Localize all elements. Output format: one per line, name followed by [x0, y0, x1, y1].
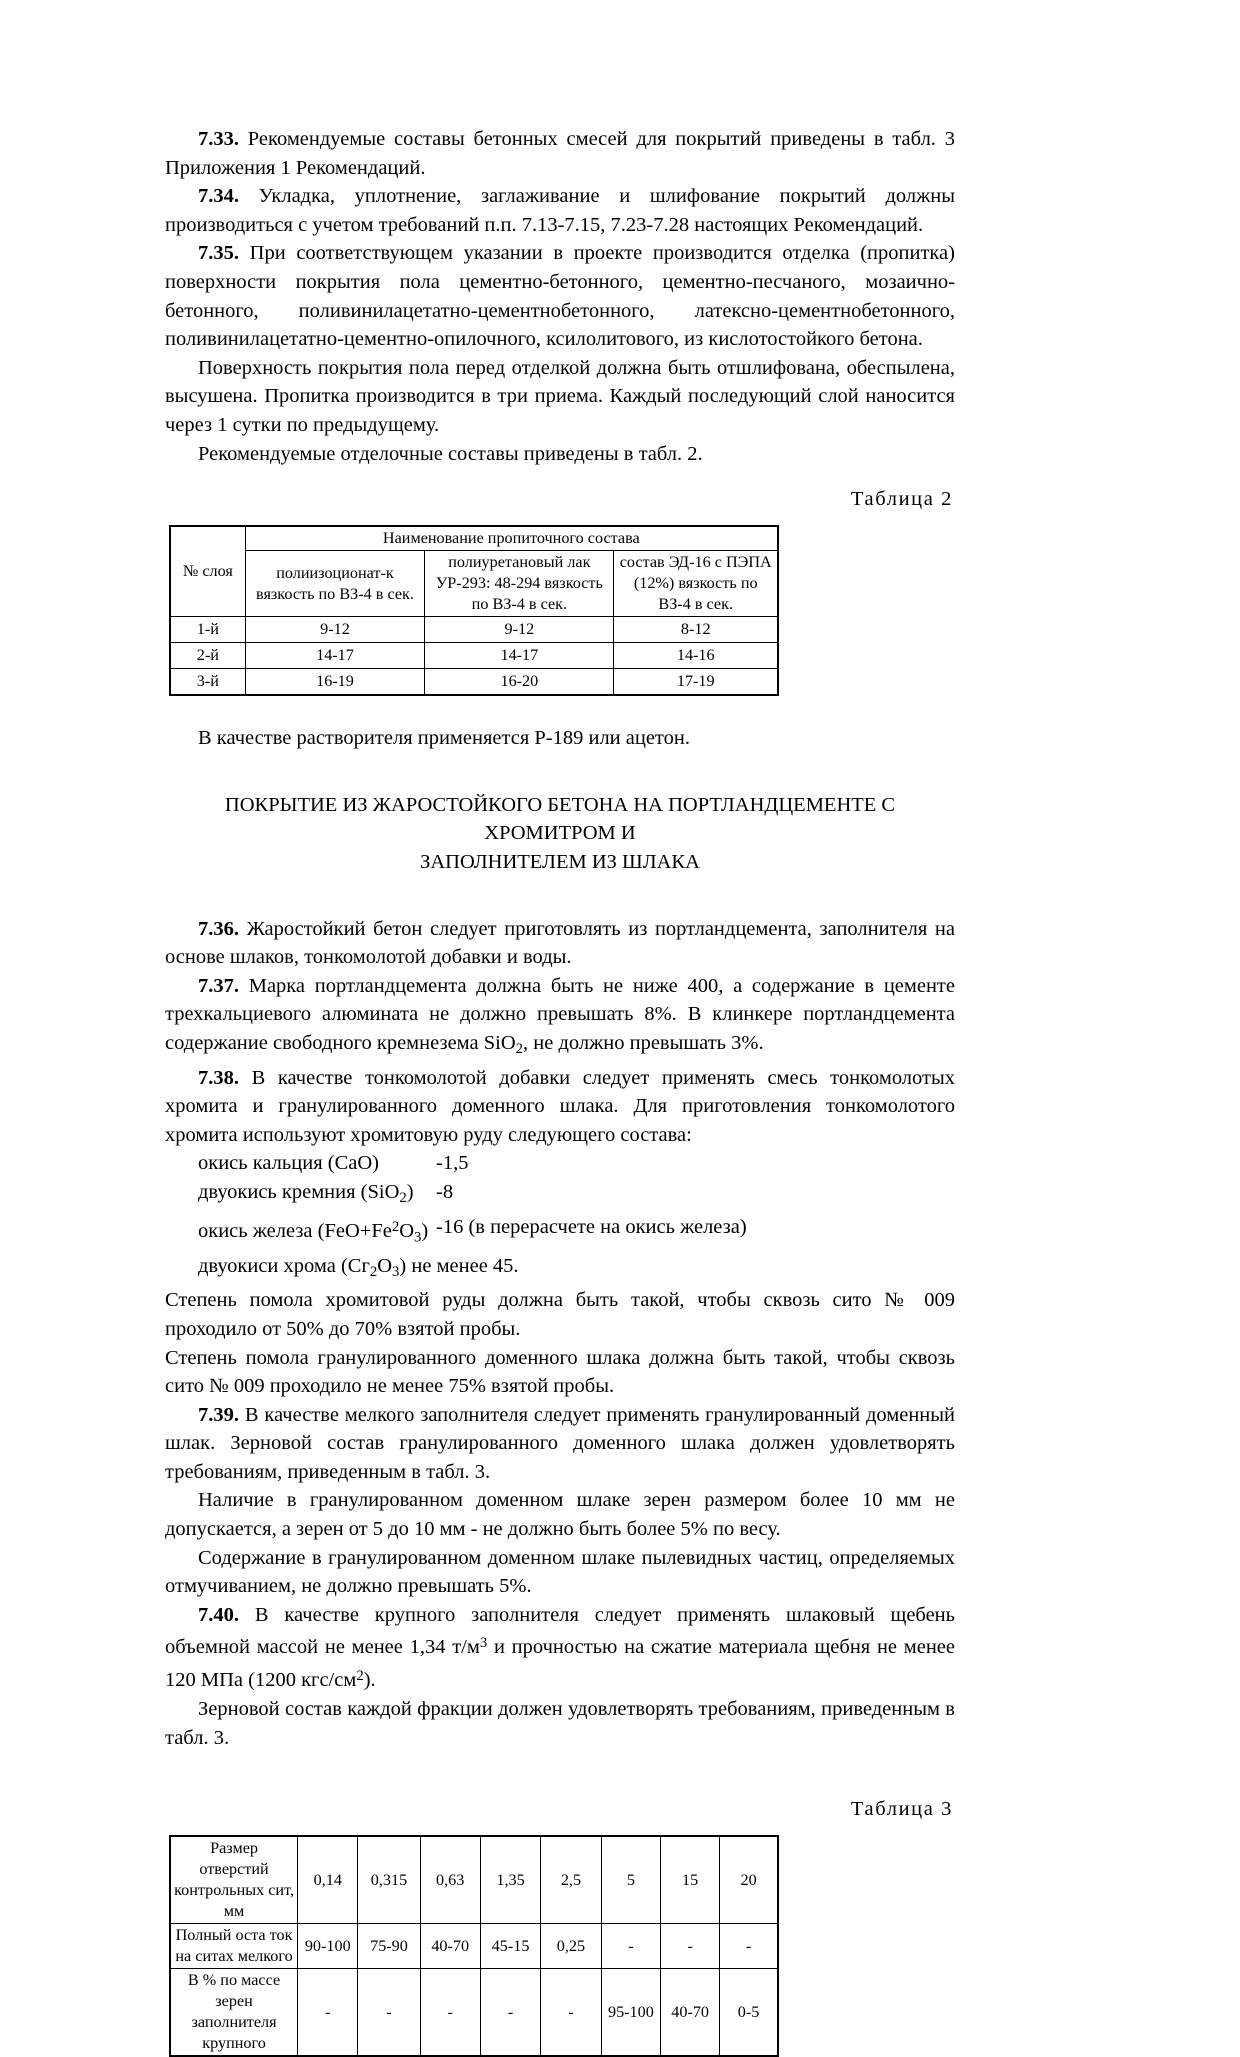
paragraph-grinding-chromite: Степень помола хромитовой руды должна быть такой, чтобы сквозь сито № 009 проходило от 50% до 70% взятой пробы. — [165, 1289, 955, 1340]
formula-subscript: 2 — [399, 1190, 407, 1207]
table-2-col-2-header: полиуретановый лак УР-293: 48-294 вязкость по ВЗ-4 в сек. — [425, 551, 614, 617]
table-2-span-header: Наименование пропиточного состава — [245, 526, 778, 551]
table-row — [170, 1924, 778, 1969]
paragraph-7-33 — [165, 125, 955, 182]
table-2-row-0-layer: 1-й — [170, 617, 245, 643]
formula-subscript: 2 — [369, 1263, 378, 1280]
table-2-row-1-col-1: 14-17 — [425, 643, 614, 669]
paragraph-fraction-grain: Зерновой состав каждой фракции должен удовлетворять требованиям, приведенным в табл. 3. — [165, 1698, 955, 1749]
paragraph-text: В качестве тонкомолотой добавки следует применять смесь тонкомолотых хромита и гранулированного доменного шлака. Для приготовления тонкомолотого хромита используют хромитовую руду следующего состава: — [165, 1066, 955, 1146]
table-3-row-1-header: Полный оста ток на ситах мелкого — [170, 1924, 298, 1969]
section-heading-line-1: ПОКРЫТИЕ ИЗ ЖАРОСТОЙКОГО БЕТОНА НА ПОРТЛАНДЦЕМЕНТЕ С ХРОМИТРОМ И — [224, 793, 896, 845]
paragraph-text: Укладка, уплотнение, заглаживание и шлифование покрытий должны производиться с учетом требований п.п. 7.13-7.15, 7.23-7.28 настоящих Рекомендаций. — [165, 185, 955, 236]
chem-name-silicon-dioxide — [198, 1178, 436, 1213]
table-3-row-1-col-2: 40-70 — [420, 1924, 480, 1969]
table-3-row-0-col-6: 15 — [661, 1836, 720, 1924]
table-3-row-2-col-2: - — [420, 1969, 480, 2057]
chem-name-prefix: двуокиси хрома (Сг — [198, 1254, 370, 1277]
table-row — [170, 1969, 778, 2057]
paragraph-number: 7.33. — [198, 128, 239, 150]
paragraph-dust-content: Содержание в гранулированном доменном шлаке пылевидных частиц, определяемых отмучиванием, не должно превышать 5%. — [165, 1546, 955, 1598]
paragraph-number: 7.40. — [198, 1603, 239, 1626]
table-3-row-2-col-3: - — [480, 1969, 540, 2057]
chem-value-silicon-dioxide: -8 — [436, 1180, 454, 1203]
table-3-row-0-col-2: 0,63 — [420, 1836, 480, 1924]
list-item — [165, 1149, 955, 1178]
formula-subscript: 2 — [515, 1041, 523, 1057]
table-3-row-1-col-7: - — [720, 1924, 778, 1969]
table-3-row-1-col-1: 75-90 — [358, 1924, 420, 1969]
table-3-row-0-col-5: 5 — [601, 1836, 661, 1924]
chem-name-prefix: окись железа (FeO+Fe — [198, 1219, 392, 1242]
paragraph-solvent: В качестве растворителя применяется Р-189 или ацетон. — [198, 727, 690, 750]
table-3-row-0-col-1: 0,315 — [358, 1836, 420, 1924]
table-2-row-0-col-2: 8-12 — [614, 617, 778, 643]
table-3-caption: Таблица 3 — [850, 1798, 953, 1821]
spacer — [165, 468, 955, 488]
chem-name-suffix: ) не менее 45. — [399, 1254, 519, 1277]
table-3-row-2-col-0: - — [298, 1969, 358, 2057]
table-3 — [169, 1835, 779, 2057]
paragraph-text: В качестве мелкого заполнителя следует применять гранулированный доменный шлак. Зерновой состав гранулированного доменного шлака должен удовлетворять требованиям, приведенным в табл. 3. — [165, 1403, 955, 1483]
list-item — [165, 1213, 955, 1252]
paragraph-7-36 — [165, 915, 955, 972]
section-heading-line-2: ЗАПОЛНИТЕЛЕМ ИЗ ШЛАКА — [420, 850, 700, 873]
chem-name-middle: O — [399, 1219, 415, 1242]
formula-subscript: 3 — [392, 1263, 400, 1280]
table-row-header-sub — [170, 551, 778, 617]
table-3-row-2-header: В % по массе зерен заполнителя крупного — [170, 1969, 298, 2057]
formula-superscript: 3 — [479, 1635, 488, 1652]
list-item — [165, 1178, 955, 1213]
paragraph-7-39 — [165, 1401, 955, 1487]
chem-value-calcium-oxide: -1,5 — [436, 1152, 469, 1175]
paragraph-number: 7.38. — [198, 1066, 239, 1089]
table-3-row-0-header: Размер отверстий контрольных сит, мм — [170, 1836, 298, 1924]
table-row — [170, 617, 778, 643]
paragraph-text: Жаростойкий бетон следует приготовлять из портландцемента, заполнителя на основе шлаков, тонкомолотой добавки и воды. — [165, 917, 955, 969]
spacer — [165, 1752, 955, 1798]
table-2-row-0-col-1: 9-12 — [425, 617, 614, 643]
table-3-row-1-col-3: 45-15 — [480, 1924, 540, 1969]
chem-name-middle: О — [377, 1254, 393, 1277]
chem-value-iron-oxide: -16 (в перерасчете на окись железа) — [436, 1215, 747, 1238]
paragraph-7-35 — [165, 239, 955, 353]
paragraph-7-34 — [165, 182, 955, 239]
chem-name-suffix: ) — [421, 1219, 429, 1242]
table-row-header-top — [170, 526, 778, 551]
table-2-row-1-layer: 2-й — [170, 643, 245, 669]
paragraph-text-part-1: В качестве крупного заполнителя следует применять шлаковый щебень объемной массой не менее 1,34 т/м — [165, 1603, 955, 1659]
paragraph-number: 7.39. — [198, 1403, 239, 1426]
table-2-row-2-col-2: 17-19 — [614, 669, 778, 696]
table-3-row-2-col-1: - — [358, 1969, 420, 2057]
table-3-row-1-col-0: 90-100 — [298, 1924, 358, 1969]
table-3-row-1-col-4: 0,25 — [541, 1924, 601, 1969]
paragraph-7-38 — [165, 1064, 955, 1150]
paragraph-7-40 — [165, 1601, 955, 1695]
table-2-row-2-layer: 3-й — [170, 669, 245, 696]
spacer — [165, 753, 955, 791]
chem-name-iron-oxide — [198, 1213, 436, 1252]
paragraph-text-part-2: , не должно превышать 3%. — [523, 1031, 764, 1054]
table-2-row-0-col-0: 9-12 — [245, 617, 425, 643]
paragraph-number: 7.36. — [198, 917, 239, 940]
table-3-row-2-col-5: 95-100 — [601, 1969, 661, 2057]
formula-subscript: 3 — [414, 1229, 422, 1245]
list-item-chromium — [165, 1252, 955, 1287]
chem-name-suffix: ) — [406, 1180, 414, 1203]
spacer — [165, 696, 955, 724]
table-3-row-1-col-5: - — [601, 1924, 661, 1969]
table-2-row-1-col-0: 14-17 — [245, 643, 425, 669]
table-3-row-0-col-4: 2,5 — [541, 1836, 601, 1924]
table-row — [170, 1836, 778, 1924]
paragraph-text-part-1: Марка портландцемента должна быть не ниже 400, а содержание в цементе трехкальциевого алюмината не должно превышать 8%. В клинкере портландцемента содержание свободного кремнезема SiO — [165, 974, 955, 1054]
paragraph-number: 7.35. — [198, 242, 239, 265]
chemical-composition-list — [165, 1149, 955, 1286]
chem-name-chromium-dioxide — [198, 1252, 519, 1287]
table-3-row-2-col-7: 0-5 — [720, 1969, 778, 2057]
paragraph-grinding-slag: Степень помола гранулированного доменного шлака должна быть такой, чтобы сквозь сито № 009 проходило не менее 75% взятой пробы. — [165, 1346, 955, 1398]
paragraph-surface-preparation — [165, 354, 955, 440]
paragraph-text: Поверхность покрытия пола перед отделкой должна быть отшлифована, обеспылена, высушена. Пропитка производится в три приема. Каждый последующий слой наносится через 1 сутки по предыдущему. — [165, 356, 955, 436]
table-2-row-2-col-0: 16-19 — [245, 669, 425, 696]
paragraph-text-part-2: и прочностью на сжатие материала щебня не менее 120 МПа (1200 кгс/см — [165, 1636, 955, 1692]
page-content — [165, 125, 955, 2057]
table-3-row-2-col-4: - — [541, 1969, 601, 2057]
spacer — [165, 877, 955, 915]
chem-name-prefix: двуокись кремния (SiO — [198, 1180, 400, 1203]
spacer — [165, 1821, 955, 1835]
paragraph-7-37 — [165, 972, 955, 1064]
paragraph-text-part-3: ). — [363, 1669, 376, 1692]
paragraph-number: 7.37. — [198, 974, 239, 997]
paragraph-text: При соответствующем указании в проекте производится отделка (пропитка) поверхности покрытия пола цементно-бетонного, цементно-песчаного, мозаично-бетонного, поливинилацетатно-цементнобетонного, латексно-цементнобетонного, поливинилацетатно-цементно-опилочного, ксилолитового, из кислотостойкого бетона. — [165, 242, 955, 351]
table-2-caption: Таблица 2 — [850, 488, 953, 511]
table-3-row-2-col-6: 40-70 — [661, 1969, 720, 2057]
table-2-row-2-col-1: 16-20 — [425, 669, 614, 696]
formula-superscript: 2 — [391, 1218, 400, 1235]
table-3-row-0-col-3: 1,35 — [480, 1836, 540, 1924]
table-2-col-layer-header: № слоя — [170, 526, 245, 617]
table-2-row-1-col-2: 14-16 — [614, 643, 778, 669]
chem-name-calcium-oxide: окись кальция (CaO) — [198, 1152, 379, 1175]
table-3-row-0-col-0: 0,14 — [298, 1836, 358, 1924]
spacer — [165, 511, 955, 525]
table-2-col-1-header: полиизоционат-к вязкость по ВЗ-4 в сек. — [245, 551, 425, 617]
table-3-row-0-col-7: 20 — [720, 1836, 778, 1924]
table-2-col-3-header: состав ЭД-16 с ПЭПА (12%) вязкость по ВЗ-4 в сек. — [614, 551, 778, 617]
paragraph-text: Рекомендуемые составы бетонных смесей для покрытий приведены в табл. 3 Приложения 1 Рекомендаций. — [165, 128, 955, 179]
formula-superscript: 2 — [356, 1668, 364, 1685]
table-row — [170, 669, 778, 696]
paragraph-finishing-compositions — [165, 440, 955, 469]
paragraph-grain-size: Наличие в гранулированном доменном шлаке зерен размером более 10 мм не допускается, а зерен от 5 до 10 мм - не должно быть более 5% по весу. — [165, 1489, 955, 1541]
paragraph-text: Рекомендуемые отделочные составы приведены в табл. 2. — [198, 442, 703, 465]
table-row — [170, 643, 778, 669]
paragraph-number: 7.34. — [198, 185, 239, 208]
table-3-row-1-col-6: - — [661, 1924, 720, 1969]
table-2 — [169, 525, 779, 696]
